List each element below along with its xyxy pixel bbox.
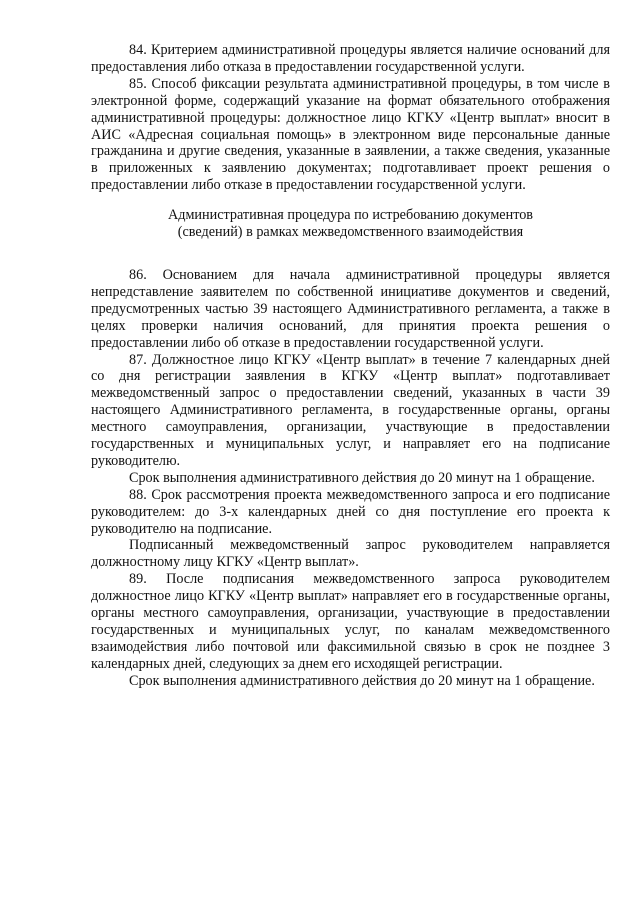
paragraph-89: 89. После подписания межведомственного запроса руководителем должностное лицо КГКУ «Центр выплат» направляет его в государственные органы, органы местного самоуправления, организации, участвующие в предоставлении государственных и муниципальных услуг, по каналам межведомственного взаимодействия либо почтовой или факсимильной связью в срок не позднее 3 календарных дней, следующих за днем его исходящей регистрации. [91,571,610,672]
paragraph-88: 88. Срок рассмотрения проекта межведомственного запроса и его подписание руководителем: до 3-х календарных дней со дня поступление его проекта к руководителю на подписание. [91,486,610,537]
section-heading-line-1: Административная процедура по истребованию документов [167,207,534,224]
paragraph-85: 85. Способ фиксации результата административной процедуры, в том числе в электронной форме, содержащий указание на формат обязательного отображения административной процедуры: должностное лицо КГКУ «Центр выплат» вносит в АИС «Адресная социальная помощь» в электронном виде персональные данные гражданина и другие сведения, указанные в заявлении, а также сведения, указанные в приложенных к заявлению документах; подготавливает проект решения о предоставлении либо отказе в предоставлении государственной услуги. [91,75,610,194]
paragraph-89-deadline: Срок выполнения административного действия до 20 минут на 1 обращение. [129,672,595,689]
paragraph-84: 84. Критерием административной процедуры является наличие оснований для предоставления либо отказа в предоставлении государственной услуги. [91,42,610,75]
paragraph-87: 87. Должностное лицо КГКУ «Центр выплат» в течение 7 календарных дней со дня регистрации заявления в КГКУ «Центр выплат» подготавливает межведомственный запрос о предоставлении сведений, указанных в части 39 настоящего Административного регламента, в государственные органы, органы местного самоуправления, организации, участвующие в предоставлении государственных и муниципальных услуг, и направляет его на подписание руководителю. [91,351,610,469]
paragraph-88-signed: Подписанный межведомственный запрос руководителем направляется должностному лицу КГКУ «Центр выплат». [91,537,610,571]
section-heading-line-2: (сведений) в рамках межведомственного взаимодействия [177,224,524,241]
document-page [91,42,610,690]
paragraph-87-deadline: Срок выполнения административного действия до 20 минут на 1 обращение. [129,469,595,486]
paragraph-86: 86. Основанием для начала административной процедуры является непредставление заявителем по собственной инициативе документов и сведений, предусмотренных частью 39 настоящего Административного регламента, а также в целях проверки наличия оснований, для принятия проекта решения о предоставлении либо об отказе в предоставлении государственной услуги. [91,266,610,351]
section-heading [91,207,610,241]
